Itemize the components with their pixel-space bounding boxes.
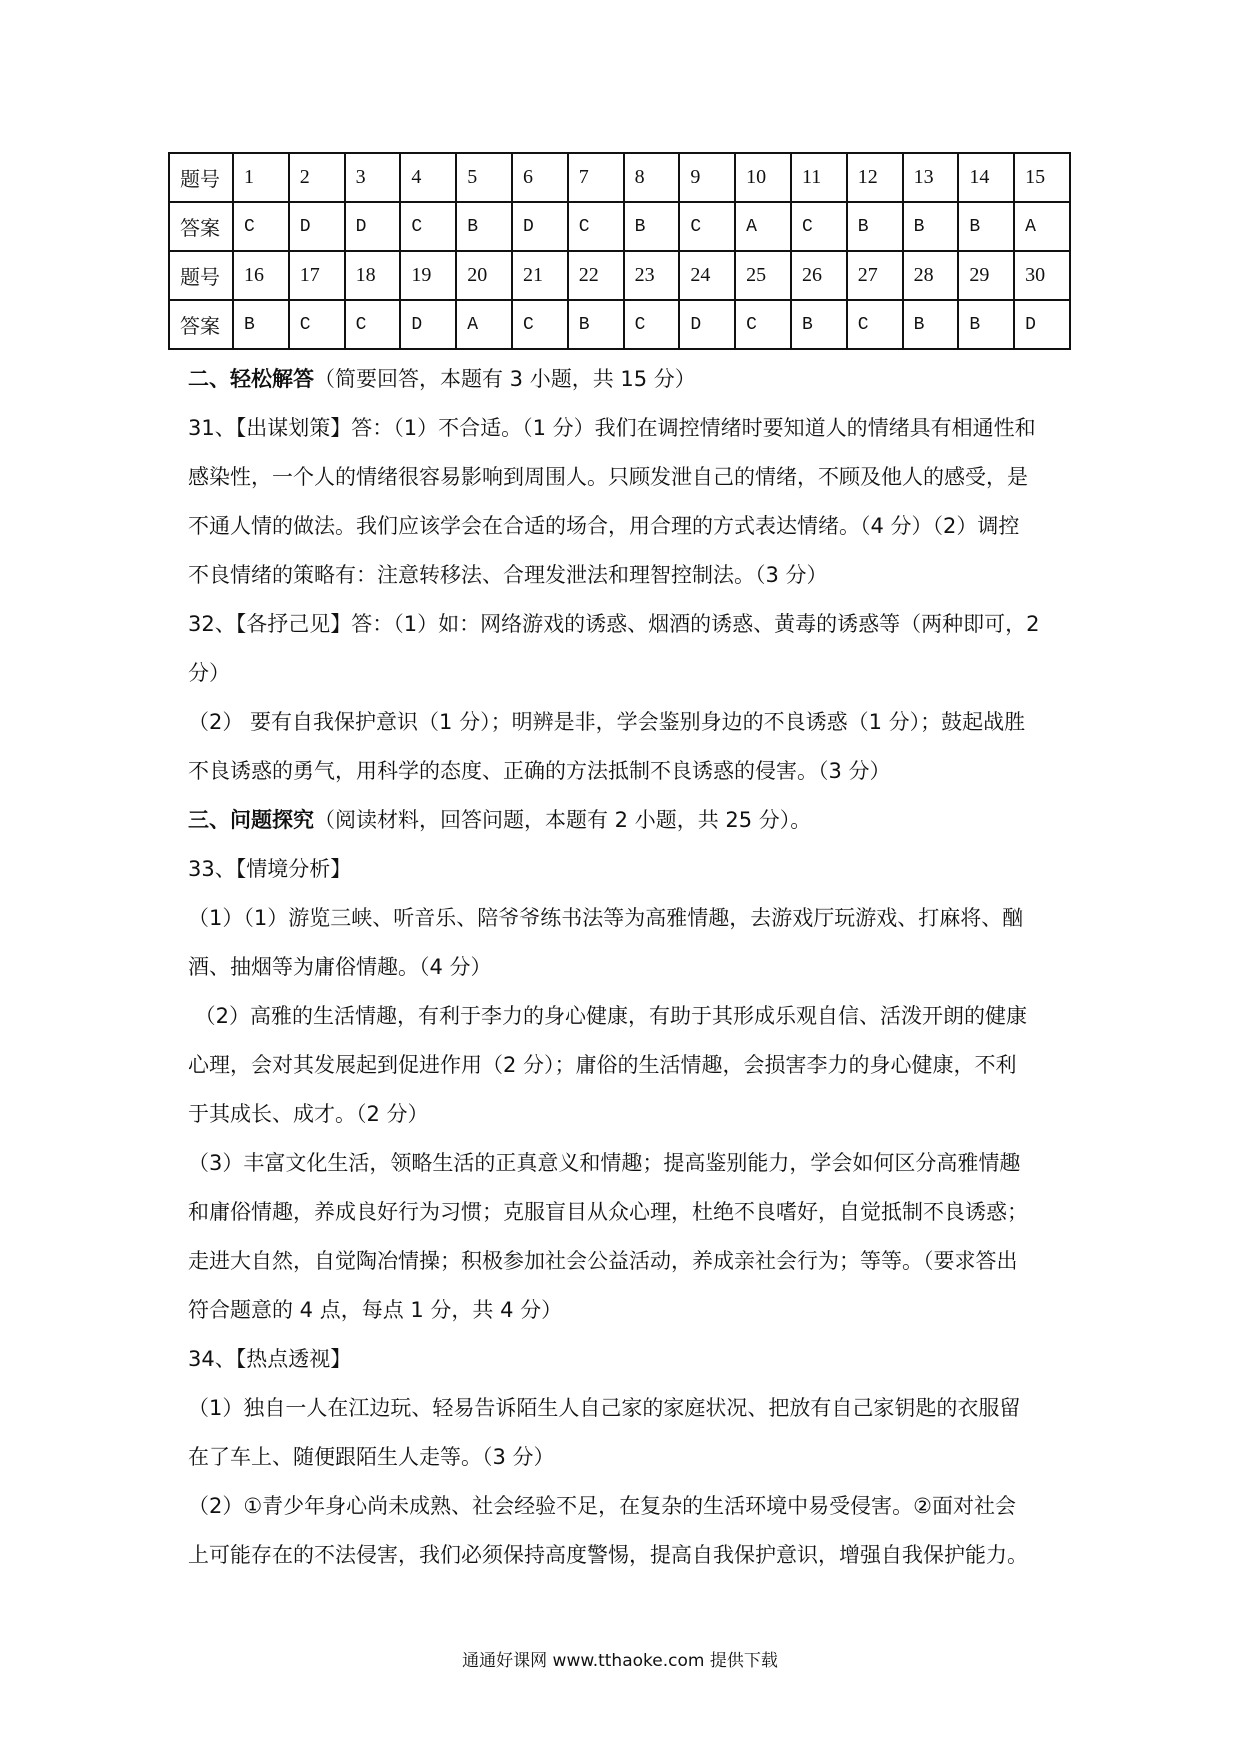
table-cell: 9 (679, 153, 735, 202)
table-cell: B (847, 202, 903, 251)
table-cell: D (512, 202, 568, 251)
row-label: 答案 (169, 202, 233, 251)
table-cell: A (735, 202, 791, 251)
q32-head: 32、【各抒己见】答： (188, 612, 394, 636)
table-cell: 26 (791, 251, 847, 300)
q32-text-0: （1）如：网络游戏的诱惑、烟酒的诱惑、黄毒的诱惑等（两种即可，2 (393, 612, 1040, 636)
q34-line-1: 在了车上、随便跟陌生人走等。（3 分） (188, 1445, 555, 1469)
table-cell: 7 (568, 153, 624, 202)
table-cell: 1 (233, 153, 289, 202)
table-cell: A (1014, 202, 1070, 251)
table-cell: 29 (958, 251, 1014, 300)
table-cell: 20 (456, 251, 512, 300)
row-label: 题号 (169, 153, 233, 202)
q34-line-3: 上可能存在的不法侵害，我们必须保持高度警惕，提高自我保护意识，增强自我保护能力。 (188, 1543, 1028, 1567)
table-cell: B (903, 202, 959, 251)
table-cell: C (568, 202, 624, 251)
table-cell: D (345, 202, 401, 251)
table-cell: D (289, 202, 345, 251)
table-cell: C (735, 300, 791, 349)
table-cell: C (289, 300, 345, 349)
table-cell: 13 (903, 153, 959, 202)
table-cell: 4 (400, 153, 456, 202)
answer-key-table (168, 152, 1071, 350)
table-cell: 25 (735, 251, 791, 300)
table-cell: B (791, 300, 847, 349)
table-cell: B (456, 202, 512, 251)
table-cell: B (958, 202, 1014, 251)
table-row (169, 251, 1070, 300)
table-cell: 30 (1014, 251, 1070, 300)
table-cell: B (903, 300, 959, 349)
q33-head: 33、【情境分析】 (188, 857, 352, 881)
table-cell: 12 (847, 153, 903, 202)
table-cell: B (233, 300, 289, 349)
q32-line-0 (188, 600, 1068, 649)
table-cell: 17 (289, 251, 345, 300)
table-cell: 6 (512, 153, 568, 202)
section-2-heading (188, 355, 1068, 404)
q33-line-0: （1）（1）游览三峡、听音乐、陪爷爷练书法等为高雅情趣，去游戏厅玩游戏、打麻将、酗 (188, 906, 1024, 930)
section-2-note: （简要回答，本题有 3 小题，共 15 分） (314, 367, 696, 391)
q33-line-6: 和庸俗情趣，养成良好行为习惯；克服盲目从众心理，杜绝不良嗜好，自觉抵制不良诱惑； (188, 1200, 1028, 1224)
table-cell: 2 (289, 153, 345, 202)
section-3-title: 三、问题探究 (188, 808, 314, 832)
q31-line-1: 感染性，一个人的情绪很容易影响到周围人。只顾发泄自己的情绪，不顾及他人的感受，是 (188, 465, 1028, 489)
table-row (169, 202, 1070, 251)
table-cell: C (233, 202, 289, 251)
q33-line-1: 酒、抽烟等为庸俗情趣。（4 分） (188, 955, 492, 979)
q34-head: 34、【热点透视】 (188, 1347, 352, 1371)
table-row (169, 300, 1070, 349)
table-cell: B (568, 300, 624, 349)
q31-line-0 (188, 404, 1068, 453)
q33-line-8: 符合题意的 4 点，每点 1 分，共 4 分） (188, 1298, 563, 1322)
q33-line-2: （2）高雅的生活情趣，有利于李力的身心健康，有助于其形成乐观自信、活泼开朗的健康 (188, 1004, 1028, 1028)
q33-line-5: （3）丰富文化生活，领略生活的正真意义和情趣；提高鉴别能力，学会如何区分高雅情趣 (188, 1151, 1021, 1175)
table-cell: C (847, 300, 903, 349)
q32-line-2: （2） 要有自我保护意识（1 分）；明辨是非，学会鉴别身边的不良诱惑（1 分）；鼓起战胜 (188, 710, 1026, 734)
table-cell: B (958, 300, 1014, 349)
table-cell: 3 (345, 153, 401, 202)
table-cell: C (679, 202, 735, 251)
table-cell: A (456, 300, 512, 349)
table-cell: 15 (1014, 153, 1070, 202)
section-3-heading (188, 796, 1068, 845)
table-cell: 5 (456, 153, 512, 202)
table-cell: D (1014, 300, 1070, 349)
table-cell: 8 (624, 153, 680, 202)
q34-line-0: （1）独自一人在江边玩、轻易告诉陌生人自己家的家庭状况、把放有自己家钥匙的衣服留 (188, 1396, 1021, 1420)
table-cell: 19 (400, 251, 456, 300)
q32-line-3: 不良诱惑的勇气，用科学的态度、正确的方法抵制不良诱惑的侵害。（3 分） (188, 759, 891, 783)
table-row (169, 153, 1070, 202)
table-cell: 16 (233, 251, 289, 300)
table-cell: 22 (568, 251, 624, 300)
table-cell: 10 (735, 153, 791, 202)
table-cell: C (791, 202, 847, 251)
table-cell: 23 (624, 251, 680, 300)
q34-line-2: （2）①青少年身心尚未成熟、社会经验不足，在复杂的生活环境中易受侵害。②面对社会 (188, 1494, 1017, 1518)
table-cell: C (345, 300, 401, 349)
table-cell: D (400, 300, 456, 349)
row-label: 题号 (169, 251, 233, 300)
section-3-note: （阅读材料，回答问题，本题有 2 小题，共 25 分）。 (314, 808, 812, 832)
table-cell: 27 (847, 251, 903, 300)
table-cell: 14 (958, 153, 1014, 202)
q31-line-2: 不通人情的做法。我们应该学会在合适的场合，用合理的方式表达情绪。（4 分）（2）调控 (188, 514, 1020, 538)
section-2-title: 二、轻松解答 (188, 367, 314, 391)
table-cell: B (624, 202, 680, 251)
q33-line-4: 于其成长、成才。（2 分） (188, 1102, 429, 1126)
table-cell: 24 (679, 251, 735, 300)
q31-head: 31、【出谋划策】答： (188, 416, 394, 440)
table-cell: C (400, 202, 456, 251)
table-cell: C (624, 300, 680, 349)
answer-content (188, 355, 1068, 1580)
q32-line-1: 分） (188, 661, 230, 685)
table-cell: 28 (903, 251, 959, 300)
table-cell: D (679, 300, 735, 349)
table-cell: 21 (512, 251, 568, 300)
row-label: 答案 (169, 300, 233, 349)
table-cell: 11 (791, 153, 847, 202)
q33-line-7: 走进大自然，自觉陶冶情操；积极参加社会公益活动，养成亲社会行为；等等。（要求答出 (188, 1249, 1018, 1273)
q31-text-0: （1）不合适。（1 分）我们在调控情绪时要知道人的情绪具有相通性和 (393, 416, 1036, 440)
table-cell: C (512, 300, 568, 349)
page-footer: 通通好课网 www.tthaoke.com 提供下载 (462, 1651, 778, 1671)
table-cell: 18 (345, 251, 401, 300)
q31-line-3: 不良情绪的策略有：注意转移法、合理发泄法和理智控制法。（3 分） (188, 563, 828, 587)
q33-line-3: 心理，会对其发展起到促进作用（2 分）；庸俗的生活情趣，会损害李力的身心健康，不利 (188, 1053, 1017, 1077)
